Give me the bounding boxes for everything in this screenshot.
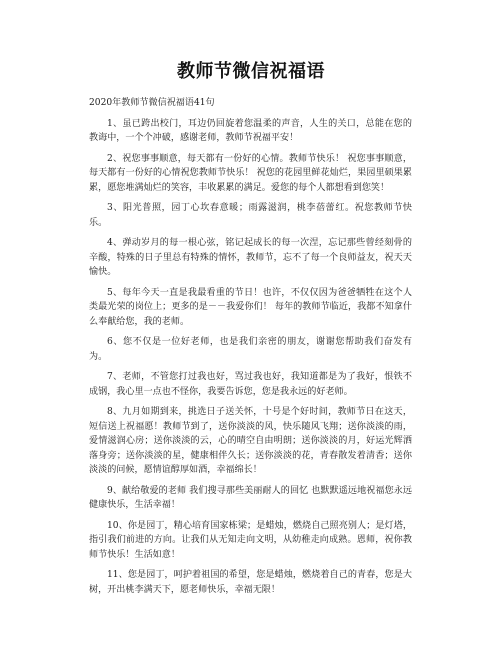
paragraph-3: 3、阳光普照，园丁心坎春意暖；雨露滋润，桃李蓓蕾红。祝您教师节快乐。: [89, 203, 412, 228]
paragraph-1: 1、虽已跨出校门，耳边仍回旋着您温柔的声音，人生的关口，总能在您的教诲中，一个个冲破，感谢老师，教师节祝福平安！: [89, 118, 412, 143]
document-body: [89, 96, 412, 603]
document-intro: 2020年教师节微信祝福语41句: [89, 98, 215, 108]
paragraph-2: 2、祝您事事顺意，每天都有一份好的心情。教师节快乐！ 祝您事事顺意，每天都有一份好的心情祝您教师节快乐！ 祝您的花园里鲜花灿烂，果园里硕果累累，愿您堆满灿烂的笑容，丰收累累的满足。爱您的每个人都想看到您笑！: [89, 153, 412, 193]
document-title: 教师节微信祝福语: [177, 61, 325, 82]
paragraph-9: 9、献给敬爱的老师 我们搜寻那些美丽耐人的回忆 也默默遥远地祝福您永远健康快乐，生活幸福！: [89, 485, 412, 510]
paragraph-5: 5、每年今天一直是我最看重的节日！也许，不仅仅因为爸爸牺牲在这个人类最光荣的岗位上；更多的是－－我爱你们！ 每年的教师节临近，我都不知拿什么奉献给您，我的老师。: [89, 287, 412, 327]
paragraph-4: 4、弹动岁月的每一根心弦，铭记起成长的每一次涅，忘记那些曾经刻骨的辛酸，特殊的日子里总有特殊的情怀，教师节，忘不了每一个良师益友，祝天天愉快。: [89, 238, 412, 277]
paragraph-6: 6、您不仅是一位好老师，也是我们亲密的朋友，谢谢您帮助我们奋发有为。: [89, 337, 412, 362]
paragraph-7: 7、老师，不管您打过我也好，骂过我也好，我知道都是为了我好，恨铁不成钢，我心里一点也不怪你，我要告诉您，您是我永远的好老师。: [89, 372, 412, 397]
paragraph-11: 11、您是园丁，呵护着祖国的希望，您是蜡烛，燃烧着自己的青春，您是大树，开出桃李满天下，愿老师快乐，幸福无限！: [89, 570, 412, 595]
paragraph-8: 8、九月如期到来，挑选日子送关怀，十号是个好时间，教师节日在这天，短信送上祝福愿！教师节到了，送你淡淡的风，快乐随风飞翔；送你淡淡的雨，爱情滋润心房；送你淡淡的云，心的晴空自由明朗；送你淡淡的月，好运光辉洒落身旁；送你淡淡的星，健康相伴久长；送你淡淡的花，青春散发着清香；送你淡淡的问候，愿情谊醇厚如酒，幸福绵长！: [89, 407, 412, 475]
paragraph-10: 10、你是园丁，精心培育国家栋梁；是蜡烛，燃烧自己照亮别人；是灯塔，指引我们前进的方向。让我们从无知走向文明，从幼稚走向成熟。恩师，祝你教师节快乐！生活如意！: [89, 520, 412, 560]
